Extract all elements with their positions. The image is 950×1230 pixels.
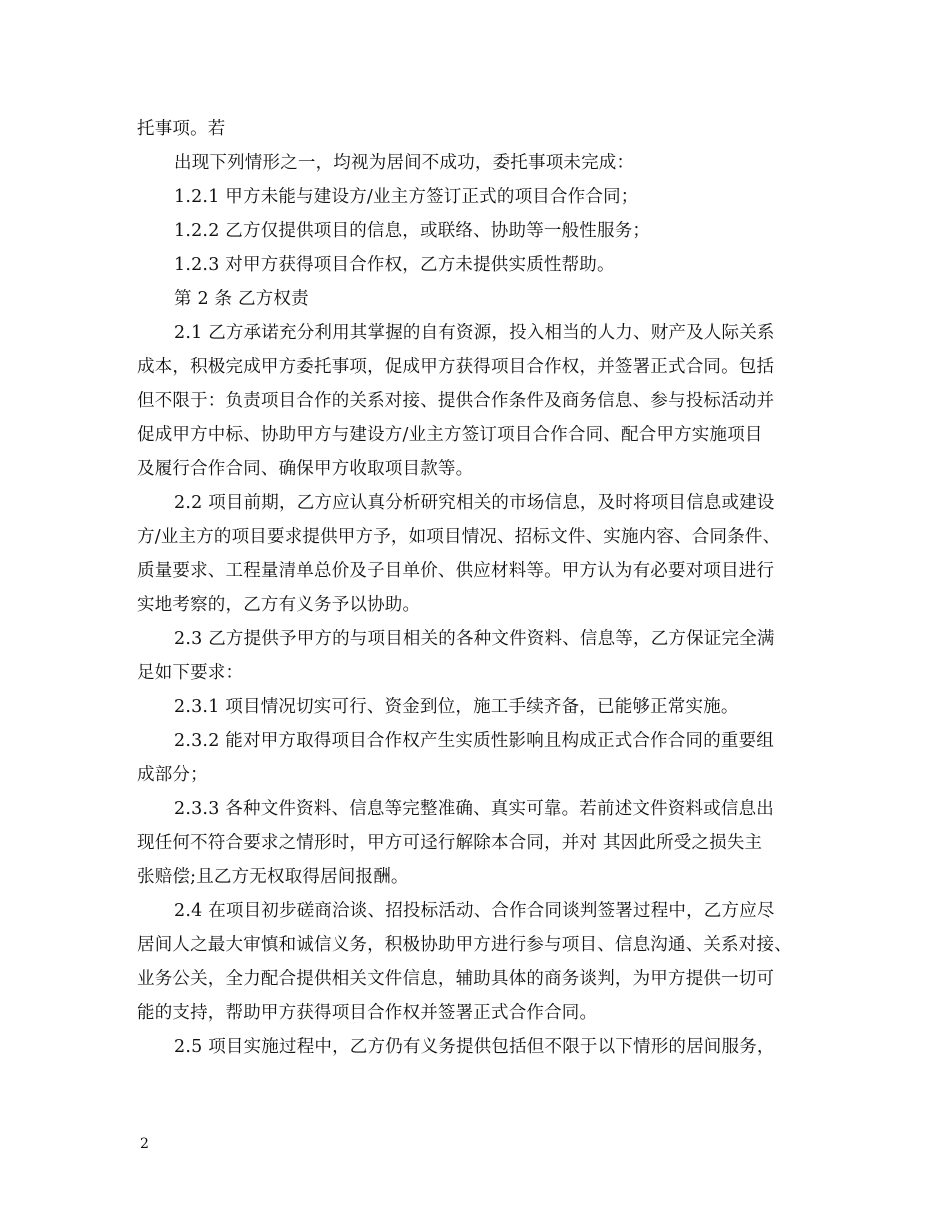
section-heading: 第 2 条 乙方权责	[174, 289, 309, 309]
document-body	[137, 112, 827, 1064]
text-line: 现任何不符合要求之情形时，甲方可迳行解除本合同，并对 其因此所受之损失主	[137, 833, 763, 853]
text-line: 业务公关，全力配合提供相关文件信息，辅助具体的商务谈判，为甲方提供一切可	[137, 969, 775, 989]
text-line: 出现下列情形之一，均视为居间不成功，委托事项未完成：	[174, 153, 635, 173]
text-line: 能的支持，帮助甲方获得项目合作权并签署正式合作合同。	[137, 1003, 598, 1023]
text-line: 2.4 在项目初步磋商洽谈、招投标活动、合作合同谈判签署过程中，乙方应尽	[174, 901, 775, 921]
text-line: 居间人之最大审慎和诚信义务，积极协助甲方进行参与项目、信息沟通、关系对接、	[137, 935, 792, 955]
text-line: 2.1 乙方承诺充分利用其掌握的自有资源，投入相当的人力、财产及人际关系	[174, 323, 775, 343]
text-line: 但不限于：负责项目合作的关系对接、提供合作条件及商务信息、参与投标活动并	[137, 391, 775, 411]
text-line: 足如下要求：	[137, 663, 244, 683]
text-line: 实地考察的，乙方有义务予以协助。	[137, 595, 421, 615]
text-line: 2.3.3 各种文件资料、信息等完整准确、真实可靠。若前述文件资料或信息出	[174, 799, 774, 819]
text-line: 方/业主方的项目要求提供甲方予，如项目情况、招标文件、实施内容、合同条件、	[137, 527, 781, 547]
text-line: 成本，积极完成甲方委托事项，促成甲方获得项目合作权，并签署正式合同。包括	[137, 357, 775, 377]
text-line: 张赔偿;且乙方无权取得居间报酬。	[137, 867, 409, 887]
text-line: 2.3 乙方提供予甲方的与项目相关的各种文件资料、信息等，乙方保证完全满	[174, 629, 775, 649]
text-line: 促成甲方中标、协助甲方与建设方/业主方签订项目合作合同、配合甲方实施项目	[137, 425, 763, 445]
text-line: 2.2 项目前期，乙方应认真分析研究相关的市场信息，及时将项目信息或建设	[174, 493, 775, 513]
text-line: 托事项。若	[137, 119, 226, 139]
text-line: 1.2.2 乙方仅提供项目的信息，或联络、协助等一般性服务；	[174, 221, 651, 241]
text-line: 质量要求、工程量清单总价及子目单价、供应材料等。甲方认为有必要对项目进行	[137, 561, 775, 581]
page-number: 2	[140, 1136, 149, 1152]
text-line: 2.3.1 项目情况切实可行、资金到位，施工手续齐备，已能够正常实施。	[174, 697, 739, 717]
text-line: 1.2.1 甲方未能与建设方/业主方签订正式的项目合作合同；	[174, 187, 639, 207]
text-line: 成部分；	[137, 765, 208, 785]
text-line: 1.2.3 对甲方获得项目合作权，乙方未提供实质性帮助。	[174, 255, 615, 275]
text-line: 及履行合作合同、确保甲方收取项目款等。	[137, 459, 474, 479]
text-line: 2.5 项目实施过程中，乙方仍有义务提供包括但不限于以下情形的居间服务，	[174, 1037, 775, 1057]
text-line: 2.3.2 能对甲方取得项目合作权产生实质性影响且构成正式合作合同的重要组	[174, 731, 774, 751]
